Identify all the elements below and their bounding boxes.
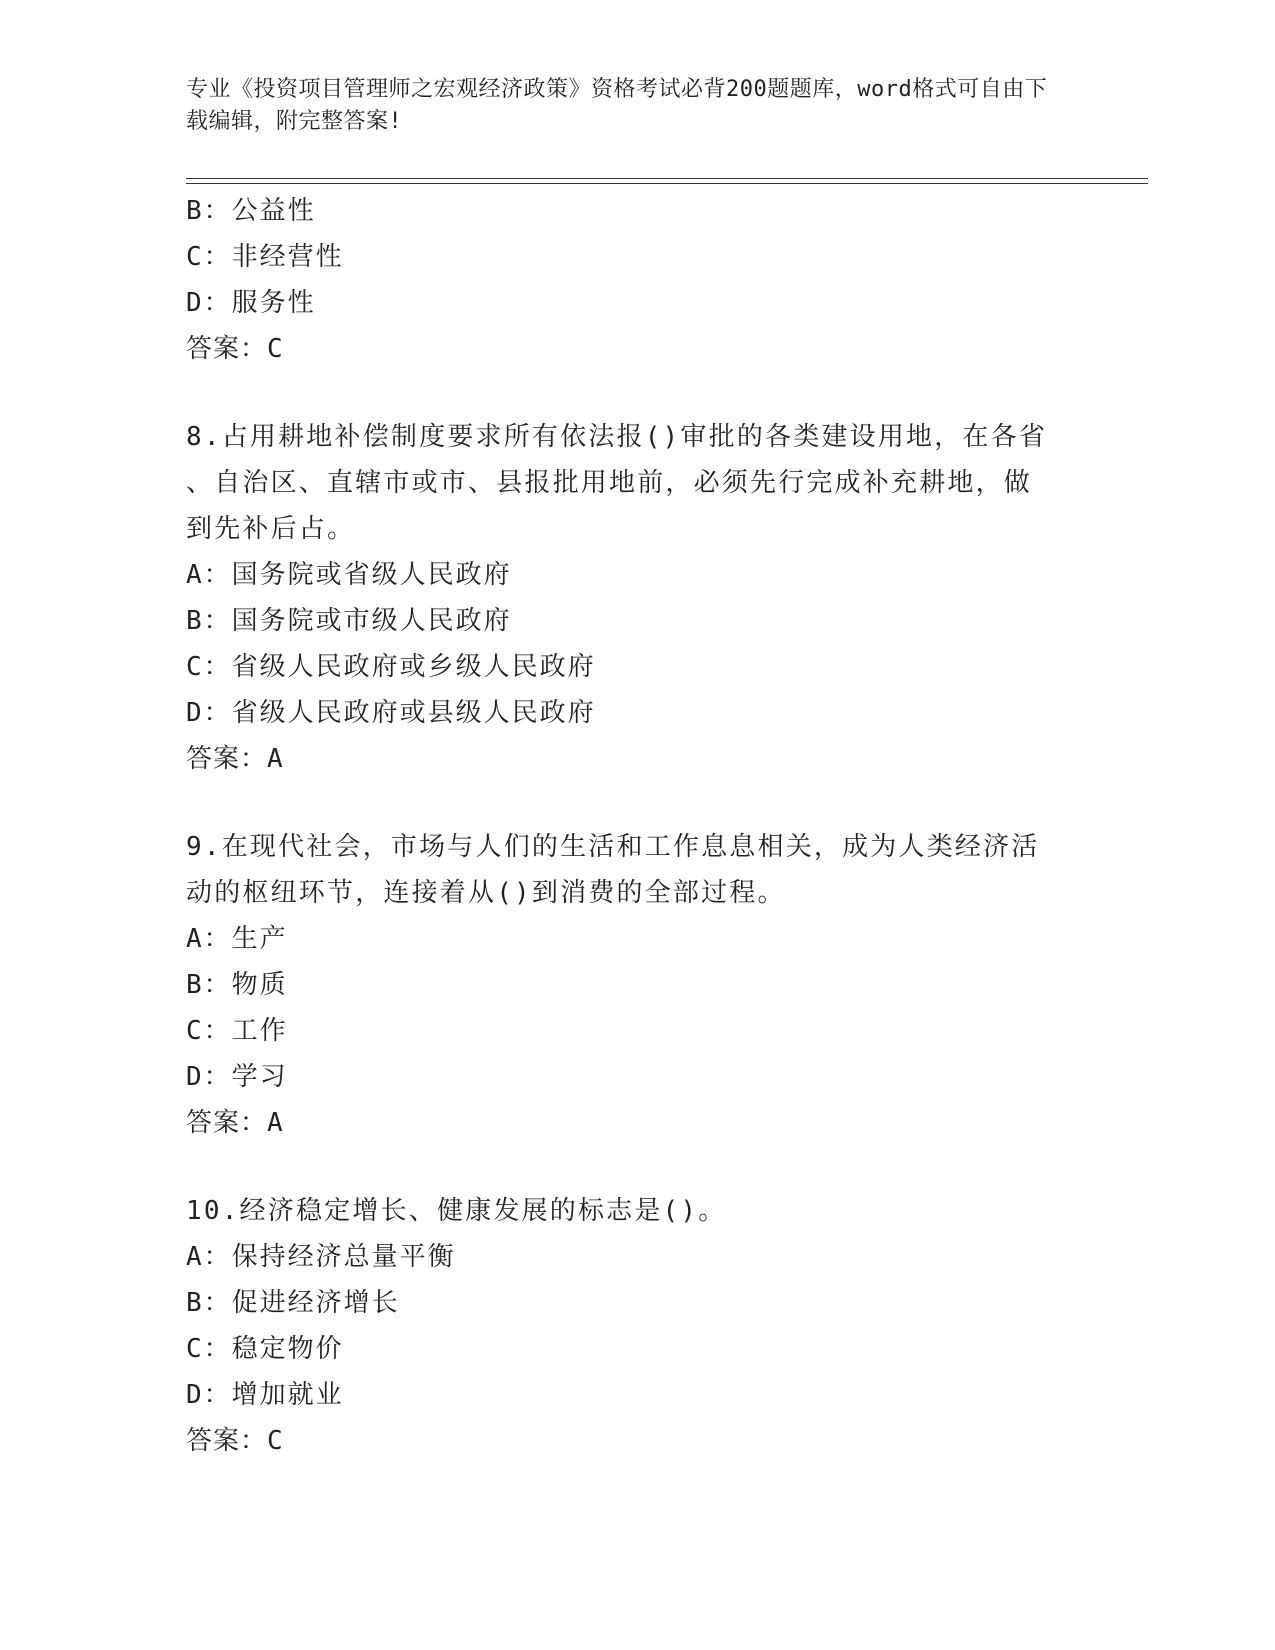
question-9-line-1: 9.在现代社会，市场与人们的生活和工作息息相关，成为人类经济活 xyxy=(186,832,1040,862)
option-b: B：促进经济增长 xyxy=(186,1288,400,1318)
question-9-line-2: 动的枢纽环节，连接着从()到消费的全部过程。 xyxy=(186,878,786,908)
option-c: C：工作 xyxy=(186,1016,288,1046)
answer-line: 答案：A xyxy=(186,1108,284,1138)
option-d: D：服务性 xyxy=(186,288,316,318)
question-10-line-1: 10.经济稳定增长、健康发展的标志是()。 xyxy=(186,1196,727,1226)
document-header xyxy=(186,74,1066,138)
document-body xyxy=(186,188,1066,1464)
option-b: B：公益性 xyxy=(186,196,316,226)
answer-line: 答案：C xyxy=(186,1426,284,1456)
option-a: A：生产 xyxy=(186,924,288,954)
option-b: B：物质 xyxy=(186,970,288,1000)
option-d: D：省级人民政府或县级人民政府 xyxy=(186,698,596,728)
option-d: D：学习 xyxy=(186,1062,288,1092)
answer-line: 答案：A xyxy=(186,744,284,774)
option-d: D：增加就业 xyxy=(186,1380,344,1410)
question-8-line-2: 、自治区、直辖市或市、县报批用地前，必须先行完成补充耕地，做 xyxy=(186,468,1033,498)
header-rule-top xyxy=(186,178,1148,179)
question-block-continued xyxy=(186,188,1066,372)
option-c: C：稳定物价 xyxy=(186,1334,344,1364)
spacer xyxy=(186,782,1066,824)
question-8-line-3: 到先补后占。 xyxy=(186,514,356,544)
question-8-line-1: 8.占用耕地补偿制度要求所有依法报()审批的各类建设用地，在各省 xyxy=(186,422,1048,452)
option-c: C：非经营性 xyxy=(186,242,344,272)
question-block-10 xyxy=(186,1188,1066,1464)
answer-line: 答案：C xyxy=(186,334,284,364)
question-block-8 xyxy=(186,414,1066,782)
header-title: 专业《投资项目管理师之宏观经济政策》资格考试必背200题题库，word格式可自由下载编辑，附完整答案! xyxy=(186,77,1048,134)
header-rule-bottom xyxy=(186,183,1148,184)
option-a: A：国务院或省级人民政府 xyxy=(186,560,512,590)
option-a: A：保持经济总量平衡 xyxy=(186,1242,456,1272)
spacer xyxy=(186,1146,1066,1188)
spacer xyxy=(186,372,1066,414)
question-block-9 xyxy=(186,824,1066,1146)
option-b: B：国务院或市级人民政府 xyxy=(186,606,512,636)
option-c: C：省级人民政府或乡级人民政府 xyxy=(186,652,596,682)
